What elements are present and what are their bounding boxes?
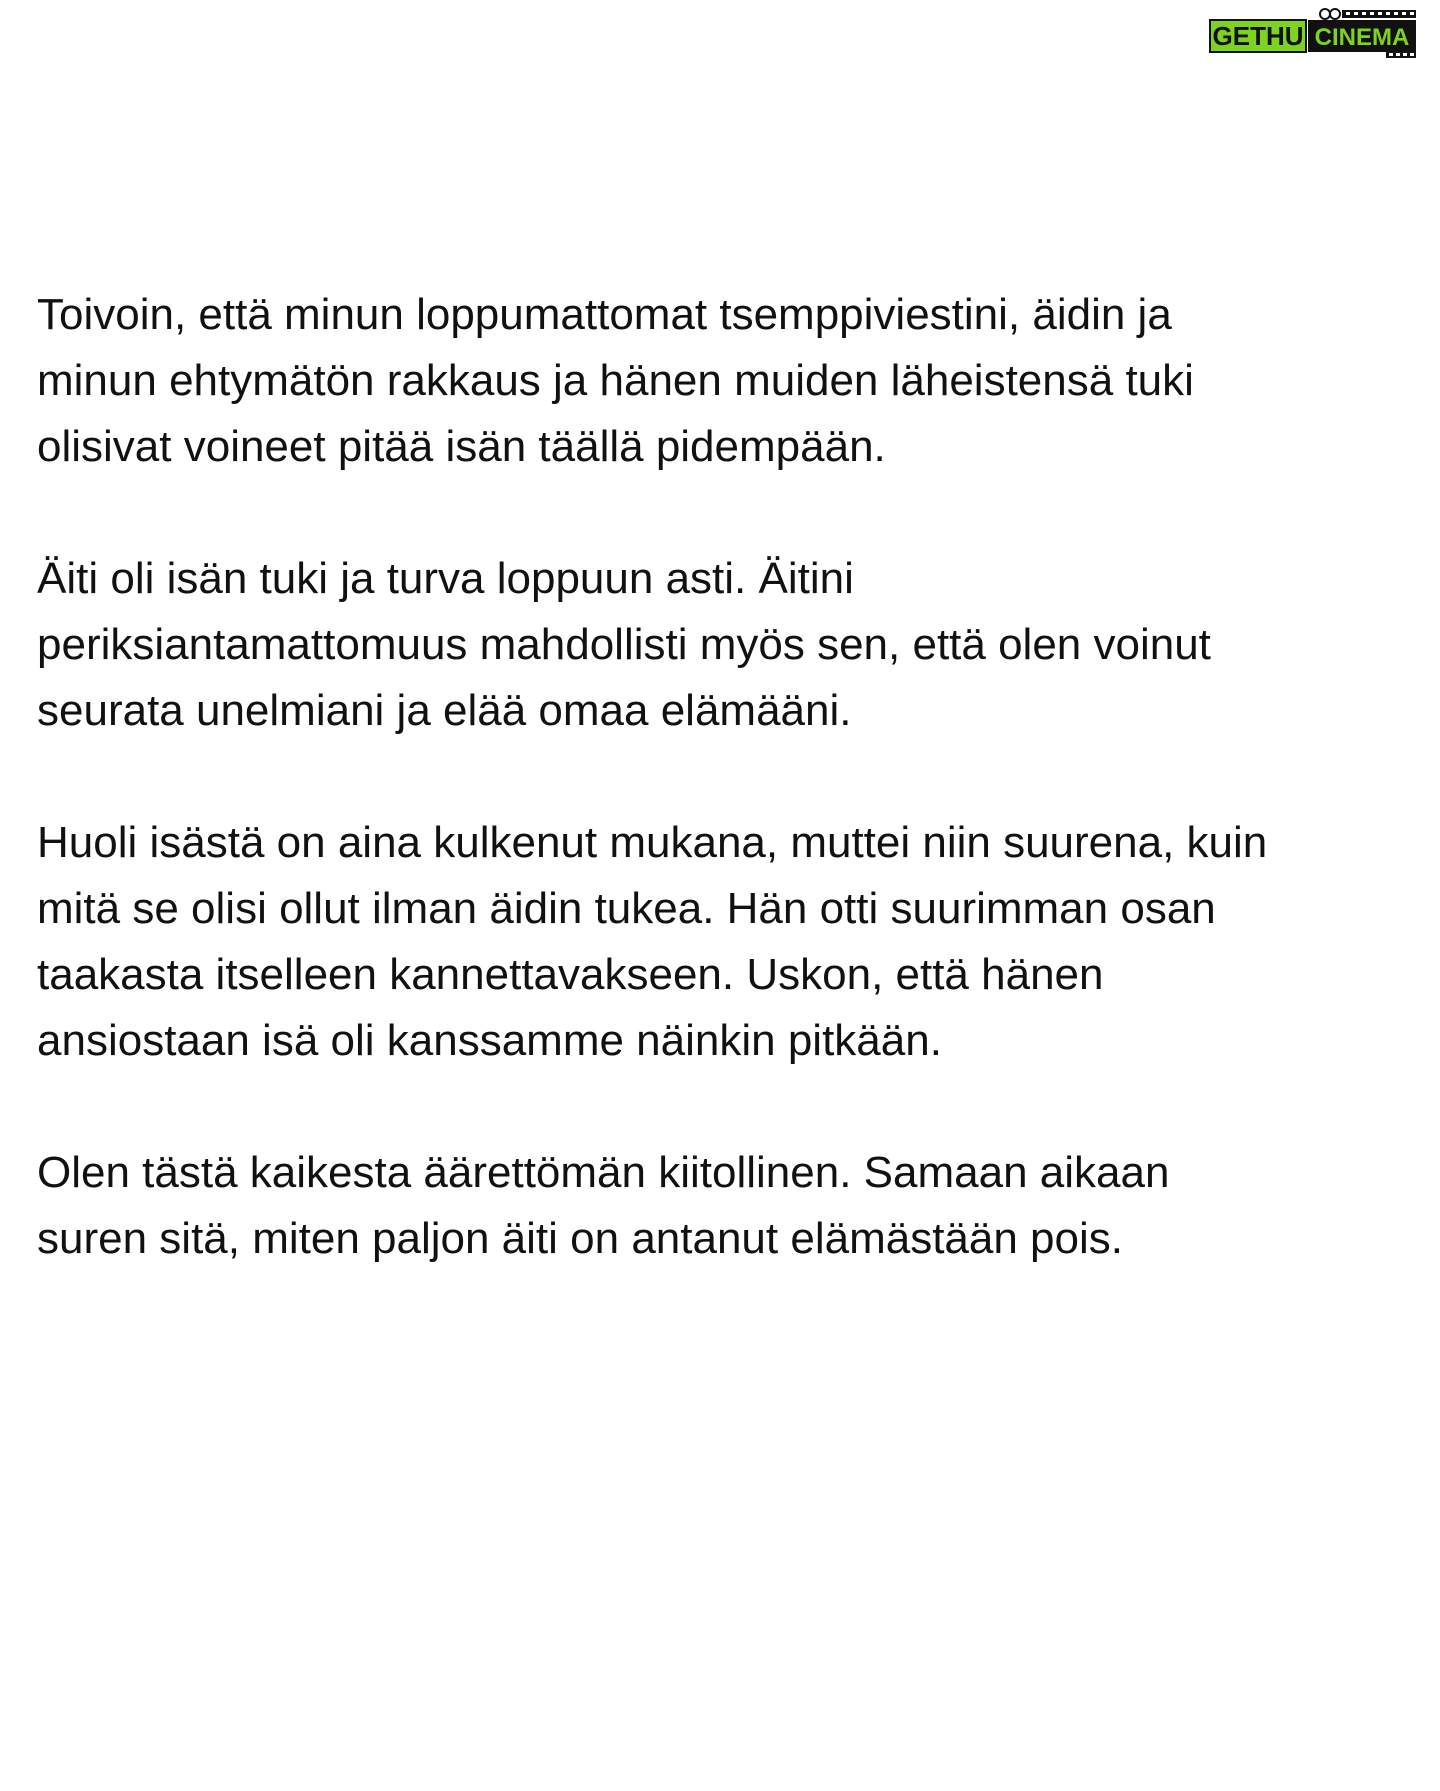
logo-part1: GETHU [1212, 21, 1304, 51]
text-body [37, 282, 1417, 1338]
gethucinema-logo [1208, 6, 1418, 58]
reel-icon [1330, 9, 1340, 19]
paragraph-2: Äiti oli isän tuki ja turva loppuun asti. Äitini periksiantamattomuus mahdollisti myös sen, että olen voinut seurata unelmiani ja elää omaa elämääni. [37, 554, 1211, 735]
paragraph-3: Huoli isästä on aina kulkenut mukana, muttei niin suurena, kuin mitä se olisi ollut ilman äidin tukea. Hän otti suurimman osan taakasta itselleen kannettavakseen. Uskon, että hänen ansiostaan isä oli kanssamme näinkin pitkään. [37, 818, 1268, 1065]
logo-part2: CINEMA [1314, 24, 1410, 51]
reel-icon [1320, 9, 1330, 19]
paragraph-1: Toivoin, että minun loppumattomat tsemppiviestini, äidin ja minun ehtymätön rakkaus ja hänen muiden läheistensä tuki olisivat voineet pitää isän täällä pidempään. [37, 290, 1194, 471]
paragraph-4: Olen tästä kaikesta äärettömän kiitollinen. Samaan aikaan suren sitä, miten paljon äiti on antanut elämästään pois. [37, 1148, 1170, 1263]
gethucinema-logo-graphic [1208, 6, 1418, 58]
